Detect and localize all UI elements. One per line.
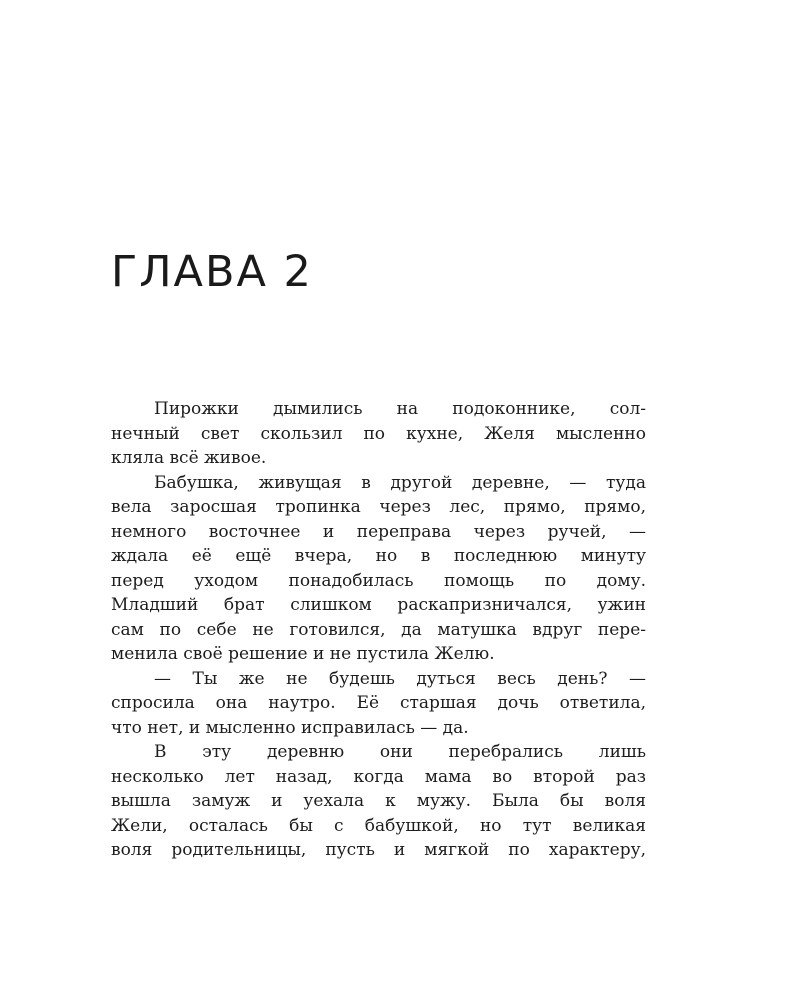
text-line: вела заросшая тропинка через лес, прямо, прямо, [111, 497, 646, 517]
text-line: В эту деревню они перебрались лишь [154, 742, 646, 762]
text-line: менила своё решение и не пустила Желю. [111, 644, 495, 664]
chapter-body [111, 397, 646, 863]
text-line: перед уходом понадобилась помощь по дому. [111, 570, 646, 591]
paragraph [111, 397, 646, 471]
paragraph [111, 471, 646, 667]
text-line: спросила она наутро. Её старшая дочь ответила, [111, 693, 646, 713]
text-line: Бабушка, живущая в другой деревне, — туда [154, 472, 646, 493]
text-line: немного восточнее и переправа через ручей, — [111, 521, 646, 542]
text-line: Жели, осталась бы с бабушкой, но тут великая [111, 815, 646, 836]
text-line: воля родительницы, пусть и мягкой по характеру, [111, 840, 646, 860]
paragraph [111, 740, 646, 863]
chapter-title: ГЛАВА 2 [111, 247, 313, 297]
text-line: Пирожки дымились на подоконнике, сол- [154, 399, 646, 419]
text-line: что нет, и мысленно исправилась — да. [111, 717, 469, 738]
text-line: сам по себе не готовился, да матушка вдруг пере- [111, 619, 646, 640]
text-line: ждала её ещё вчера, но в последнюю минуту [111, 546, 646, 566]
text-line: нечный свет скользил по кухне, Желя мысленно [111, 423, 646, 444]
paragraph [111, 667, 646, 741]
text-line: несколько лет назад, когда мама во второй раз [111, 766, 646, 787]
text-line: — Ты же не будешь дуться весь день? — [154, 668, 646, 689]
text-line: кляла всё живое. [111, 448, 267, 468]
text-line: вышла замуж и уехала к мужу. Была бы воля [111, 791, 646, 811]
text-line: Младший брат слишком раскапризничался, ужин [111, 595, 646, 615]
